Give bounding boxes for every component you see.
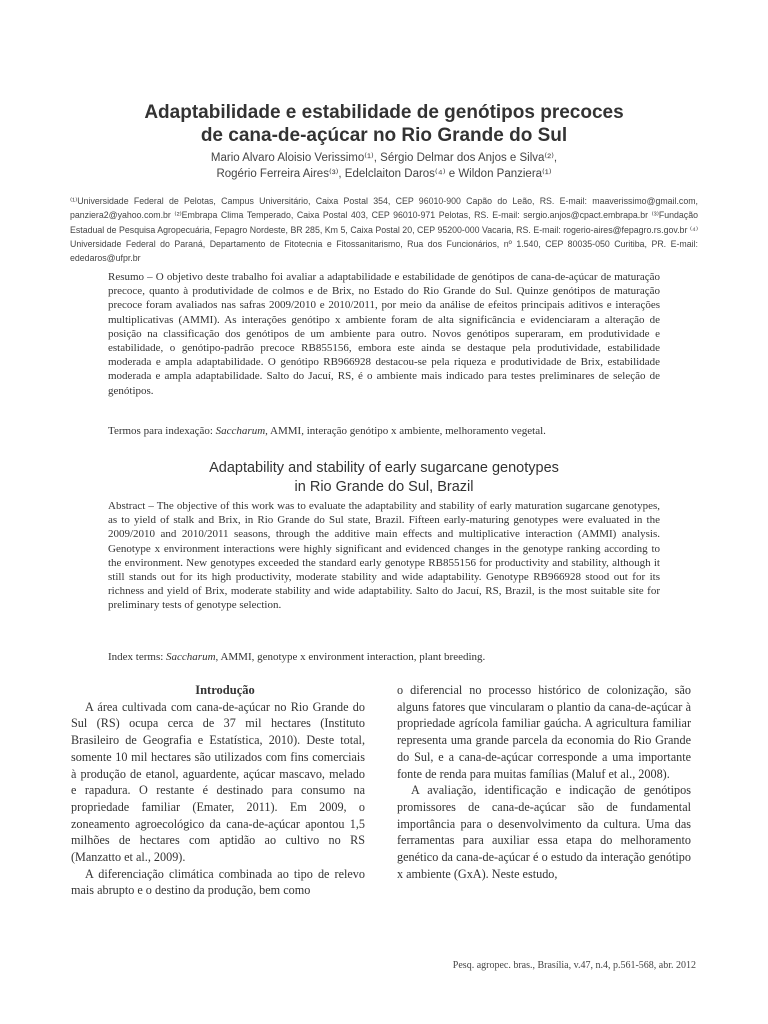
intro-paragraph-1: A área cultivada com cana-de-açúcar no Rio Grande do Sul (RS) ocupa cerca de 37 mil hectares (Instituto Brasileiro de Geografia e Estatística, 2010). Deste total, somente 10 mil hectares são utilizados com fins comerciais à produção de etanol, aguardente, açúcar mascavo, melado e rapadura. O restante é destinado para consumo na propriedade familiar (Emater, 2011). Em 2009, o zoneamento agroecológico da cana-de-açúcar apontou 1,5 milhões de hectares com aptidão ao cultivo no RS (Manzatto et al., 2009). [71,699,365,865]
title-en-line-1: Adaptability and stability of early sugarcane genotypes [209,460,559,477]
index-rest: , AMMI, genotype x environment interaction, plant breeding. [215,651,486,663]
article-title-pt [60,101,708,147]
body-column-left [71,682,365,899]
resumo-paragraph: Resumo – O objetivo deste trabalho foi avaliar a adaptabilidade e estabilidade de genótipos de cana-de-açúcar de maturação precoce, quanto à produtividade de colmos e de Brix, no Estado do Rio Grande do Sul. Quinze genótipos de maturação precoce foram avaliados nas safras 2009/2010 e 2010/2011, por meio da análise de efeitos principais aditivos e interações multiplicativas (AMMI). As interações genótipo x ambiente foram de alta significância e evidenciaram a alteração de posição na classificação dos genótipos de um ambiente para outro. Novos genótipos superaram, em produtividade e estabilidade, o genótipo-padrão precoce RB855156, embora este ainda se destaque pela produtividade, estabilidade moderada e ampla adaptabilidade. O genótipo RB966928 destacou-se pela riqueza e produtividade de Brix, estabilidade moderada e ampla adaptabilidade. Salto do Jacuí, RS, é o ambiente mais indicado para testes preliminares de seleção de genótipos. [108,271,660,397]
intro-paragraph-4: A avaliação, identificação e indicação de genótipos promissores de cana-de-açúcar são de fundamental importância para o desenvolvimento da cultura. Uma das ferramentas para auxiliar essa etapa do melhoramento genético da cana-de-açúcar é o estudo da interação genótipo x ambiente (GxA). Neste estudo, [397,783,691,881]
termos-indexacao [108,424,660,438]
index-species: Saccharum [166,651,216,663]
title-en-line-2: in Rio Grande do Sul, Brazil [294,479,474,496]
intro-heading: Introdução [195,683,255,697]
affiliations: ⁽¹⁾Universidade Federal de Pelotas, Campus Universitário, Caixa Postal 354, CEP 96010-900 Capão do Leão, RS. E-mail: maaverissimo@gmail.com, panziera2@yahoo.com.br ⁽²⁾Embrapa Clima Temperado, Caixa Postal 403, CEP 96010-971 Pelotas, RS. E-mail: sergio.anjos@cpact.embrapa.br ⁽³⁾Fundação Estadual de Pesquisa Agropecuária, Fepagro Nordeste, BR 285, Km 5, Caixa Postal 20, CEP 95200-000 Vacaria, RS. E-mail: rogerio-aires@fepagro.rs.gov.br ⁽⁴⁾Universidade Federal do Paraná, Departamento de Fitotecnia e Fitossanitarismo, Rua dos Funcionários, nº 1.540, CEP 80035-050 Curitiba, PR. E-mail: ededaros@ufpr.br [70,196,698,264]
title-pt-line-1: Adaptabilidade e estabilidade de genótipos precoces [144,101,624,123]
termos-rest: , AMMI, interação genótipo x ambiente, melhoramento vegetal. [265,425,546,437]
termos-species: Saccharum [215,425,266,437]
index-label: Index terms: [108,651,167,663]
body-column-right [397,682,691,882]
authors-line-1: Mario Alvaro Aloisio Verissimo⁽¹⁾, Sérgio Delmar dos Anjos e Silva⁽²⁾, [210,152,558,164]
title-pt-line-2: de cana-de-açúcar no Rio Grande do Sul [200,124,568,146]
author-list [60,150,708,182]
article-title-en [60,459,708,497]
journal-footer: Pesq. agropec. bras., Brasília, v.47, n.4, p.561-568, abr. 2012 [452,960,696,971]
authors-line-2: Rogério Ferreira Aires⁽³⁾, Edelclaiton Daros⁽⁴⁾ e Wildon Panziera⁽¹⁾ [216,168,552,180]
termos-label: Termos para indexação: [108,425,216,437]
abstract-paragraph: Abstract – The objective of this work was to evaluate the adaptability and stability of early maturation sugarcane genotypes, as to yield of stalk and Brix, in Rio Grande do Sul state, Brazil. Fifteen early-maturing genotypes were evaluated in the 2009/2010 and 2010/2011 seasons, through the additive main effects and multiplicative interaction (AMMI) analysis. Genotype x environment interactions were highly significant and evidenced changes in the genotype ranking according to the environment. New genotypes exceeded the standard early genotype RB855156 for productivity and stability, although it still stands out for its high productivity, moderate stability and wide adaptability. Genotype RB966928 stood out for its richness and yield of Brix, moderate stability and wide adaptability. Salto do Jacuí, RS, Brazil, is the most suitable site for preliminary tests of genotype selection. [108,500,660,612]
index-terms [108,650,660,664]
intro-paragraph-2: A diferenciação climática combinada ao tipo de relevo mais abrupto e o destino da produção, bem como [71,866,365,898]
intro-paragraph-3: o diferencial no processo histórico de colonização, são alguns fatores que vincularam o plantio da cana-de-açúcar à propriedade agrícola familiar gaúcha. A agricultura familiar representa uma grande parcela da economia do Rio Grande do Sul, e a cana-de-açúcar corresponde a uma importante fonte de renda para muitas famílias (Maluf et al., 2008). [397,683,691,781]
